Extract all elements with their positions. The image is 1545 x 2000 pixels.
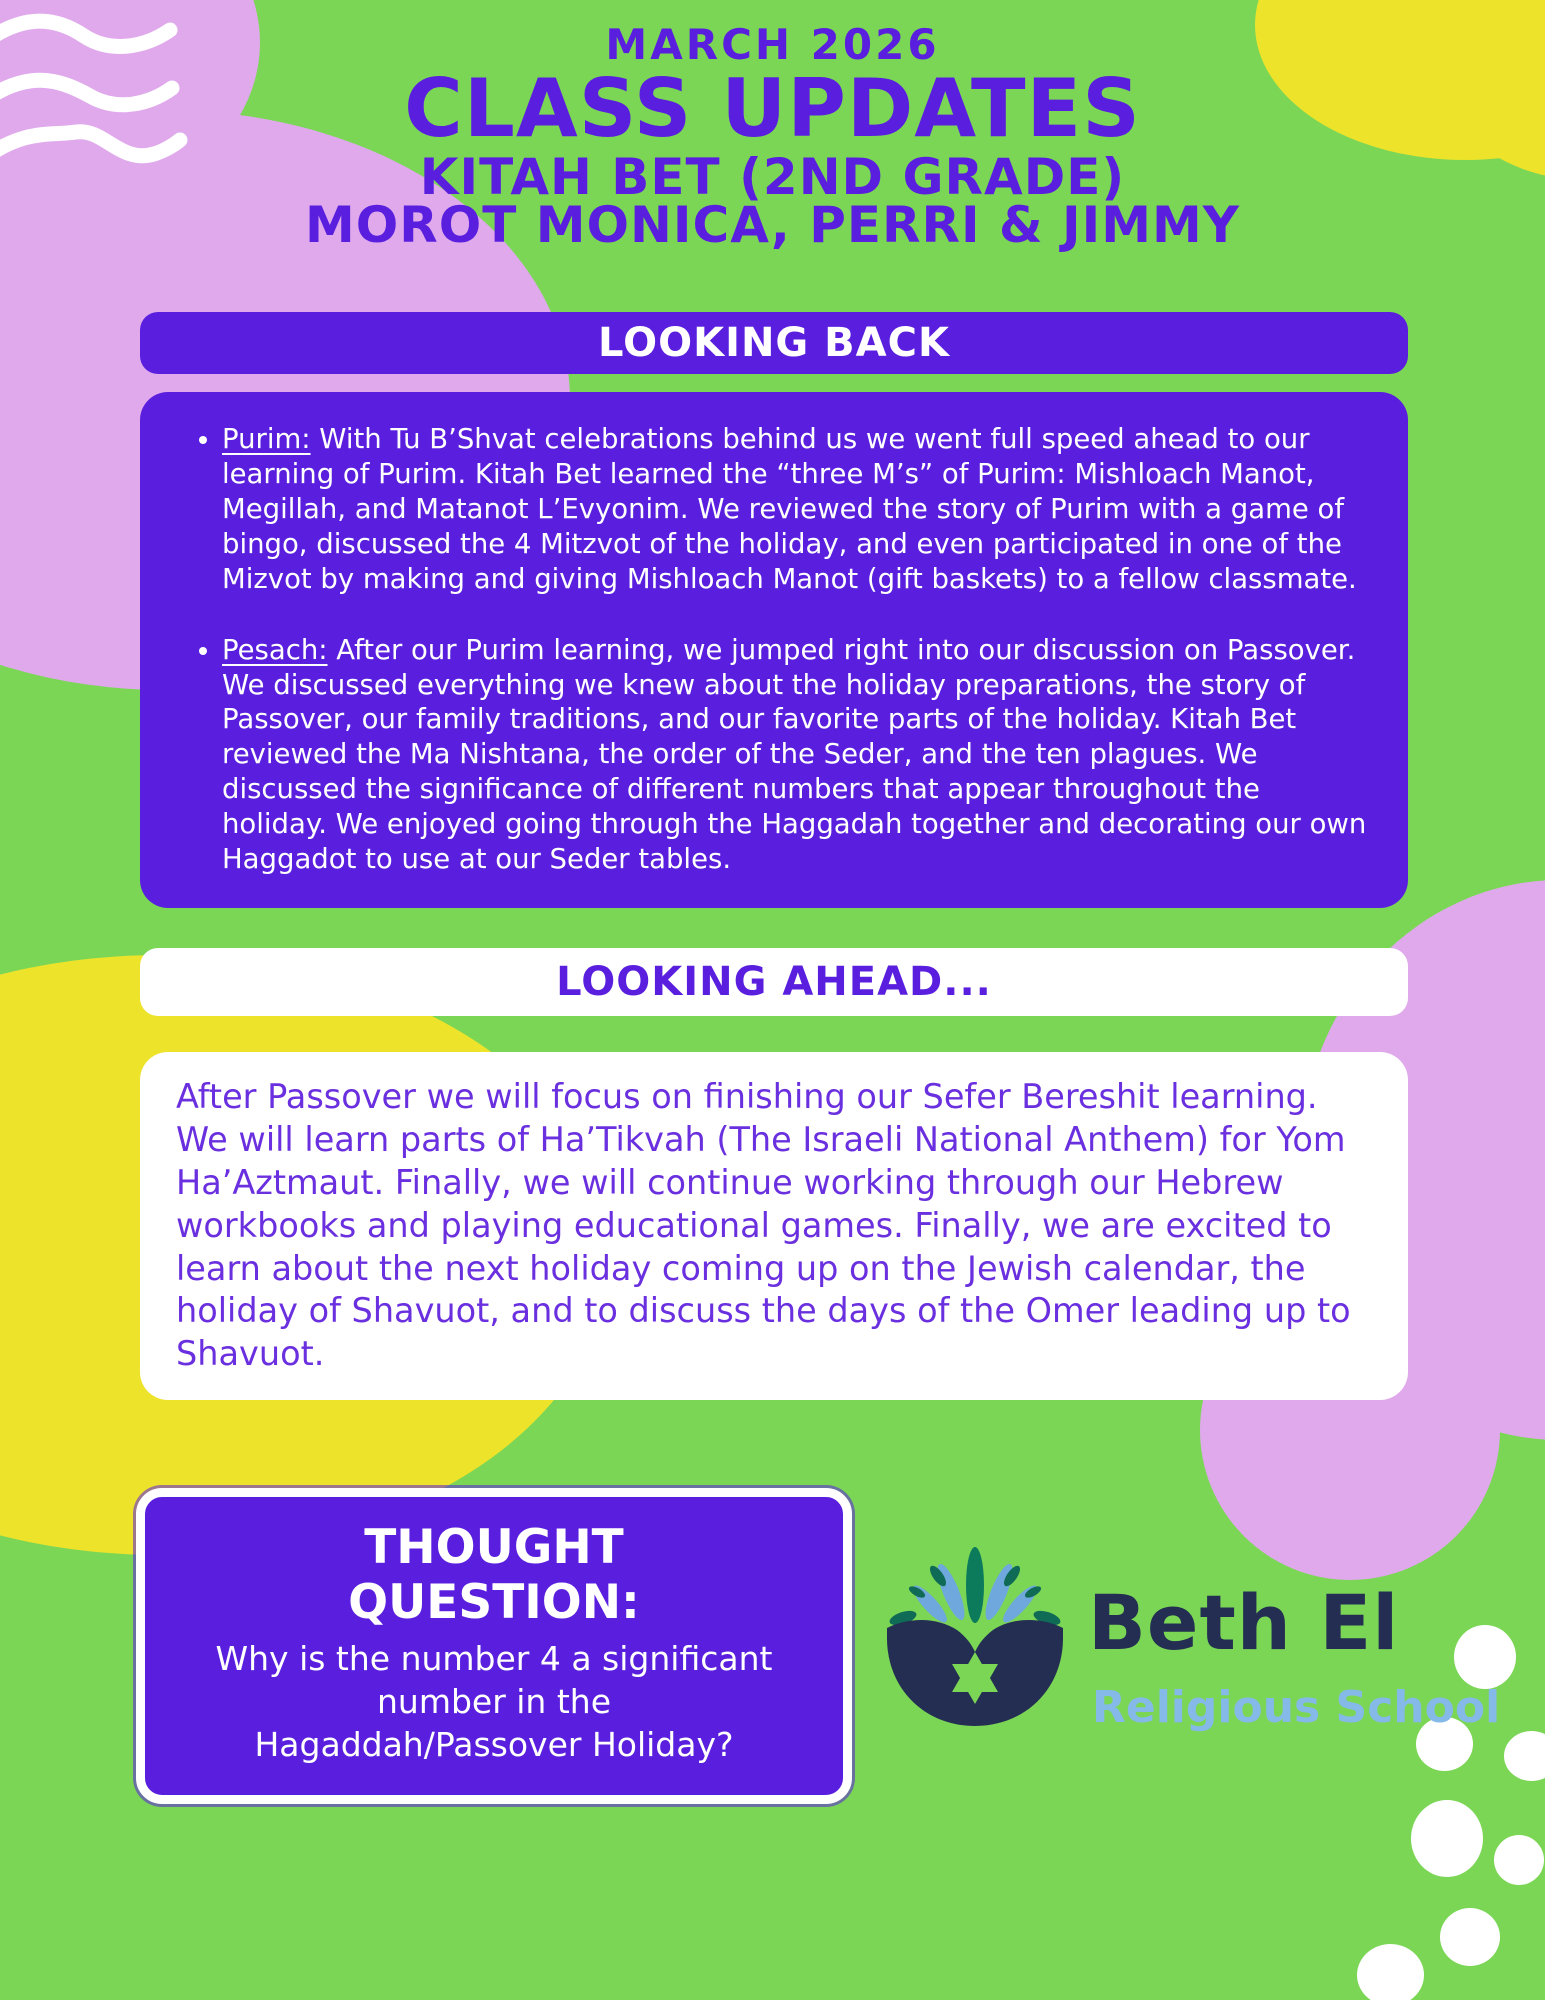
bullet-pesach-text: After our Purim learning, we jumped right into our discussion on Passover. We discussed everything we knew about the holiday preparations, the story of Passover, our family traditions, and our favorite parts of the holiday. Kitah Bet reviewed the Ma Nishtana, the order of the Seder, and the ten plagues. We discussed the significance of different numbers that appear throughout the holiday. We enjoyed going through the Haggadah together and decorating our own Haggadot to use at our Seder tables. xyxy=(222,633,1367,876)
bullet-purim-label: Purim: xyxy=(222,423,311,455)
beth-el-logo-icon xyxy=(875,1540,1075,1740)
bullet-purim-text: With Tu B’Shvat celebrations behind us we went full speed ahead to our learning of Purim. Kitah Bet learned the “three M’s” of Purim: Mishloach Manot, Megillah, and Matanot L’Evyonim. We reviewed the story of Purim with a game of bingo, discussed the 4 Mitzvot of the holiday, and even participated in one of the Mizvot by making and giving Mishloach Manot (gift baskets) to a fellow classmate. xyxy=(222,423,1357,595)
thought-question-title: THOUGHT QUESTION: xyxy=(348,1520,640,1630)
teachers-subtitle: MOROT MONICA, PERRI & JIMMY xyxy=(305,196,1240,254)
thought-question-box xyxy=(136,1488,852,1804)
looking-ahead-banner: LOOKING AHEAD... xyxy=(140,948,1408,1016)
class-subtitle: KITAH BET (2ND GRADE) xyxy=(419,148,1126,206)
thought-question-text: Why is the number 4 a significant number in the Hagaddah/Passover Holiday? xyxy=(215,1639,773,1764)
beth-el-tagline: Religious School xyxy=(1092,1682,1501,1733)
bullet-pesach xyxy=(222,633,1370,877)
looking-back-list xyxy=(170,422,1370,877)
looking-back-box xyxy=(140,392,1408,908)
looking-back-banner: LOOKING BACK xyxy=(140,312,1408,374)
bullet-purim xyxy=(222,422,1370,597)
looking-ahead-box: After Passover we will focus on finishing our Sefer Bereshit learning. We will learn parts of Ha’Tikvah (The Israeli National Anthem) for Yom Ha’Aztmaut. Finally, we will continue working through our Hebrew workbooks and playing educational games. Finally, we are excited to learn about the next holiday coming up on the Jewish calendar, the holiday of Shavuot, and to discuss the days of the Omer leading up to Shavuot. xyxy=(140,1052,1408,1400)
beth-el-name: Beth El xyxy=(1088,1578,1400,1667)
date-text: MARCH 2026 xyxy=(605,20,940,69)
bullet-pesach-label: Pesach: xyxy=(222,633,328,666)
newsletter-title: CLASS UPDATES xyxy=(404,62,1141,155)
